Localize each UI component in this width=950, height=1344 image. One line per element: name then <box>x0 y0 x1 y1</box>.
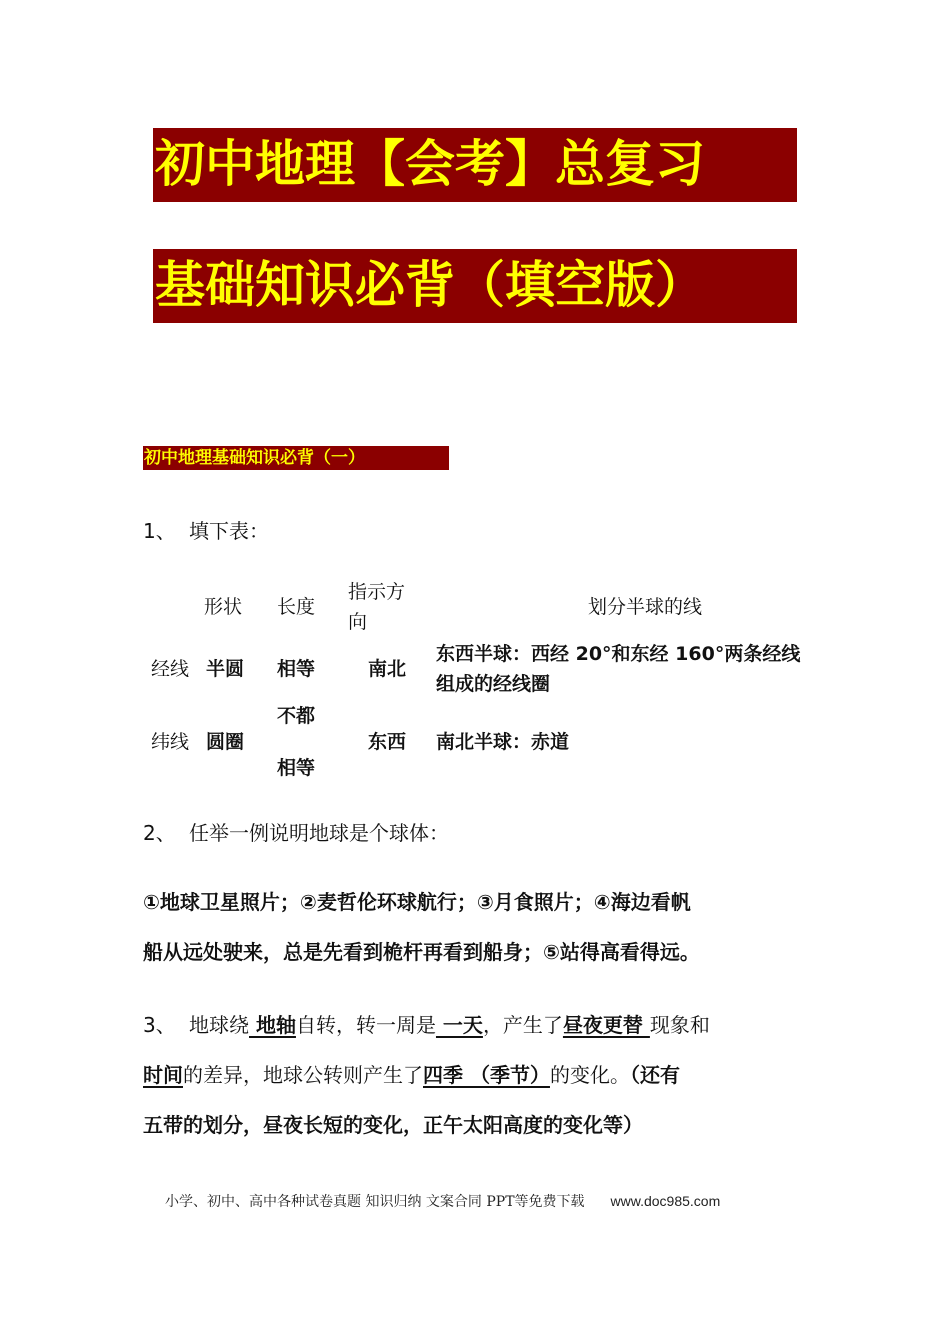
document-title-line2: 基础知识必背（填空版） <box>153 249 797 323</box>
header-length: 长度 <box>277 596 316 618</box>
cell-shape: 圆圈 <box>206 731 245 753</box>
cell-direction: 东西 <box>368 731 407 753</box>
cell-length: 不都 <box>277 705 316 727</box>
answer-blank: 昼夜更替 <box>562 1013 650 1037</box>
question-3-line3: 五带的划分，昼夜长短的变化，正午太阳高度的变化等） <box>143 1113 643 1137</box>
header-shape: 形状 <box>204 596 243 618</box>
text-segment: 自转，转一周是 <box>295 1013 436 1037</box>
question-2 <box>143 817 449 846</box>
cell-shape: 半圆 <box>206 658 245 680</box>
cell-length: 相等 <box>277 658 316 680</box>
cell-length-wrap: 相等 <box>277 757 316 779</box>
cell-divide: 东西半球：西经 20°和东经 160°两条经线 <box>436 643 801 665</box>
cell-direction: 南北 <box>368 658 407 680</box>
answer-blank: 时间 <box>143 1063 183 1087</box>
question-number: 1、 <box>143 519 176 543</box>
answer-2-line1: ①地球卫星照片；②麦哲伦环球航行；③月食照片；④海边看帆 <box>143 890 691 914</box>
question-number: 3、 <box>143 1013 176 1037</box>
question-text: 任举一例说明地球是个球体： <box>189 821 449 845</box>
answer-blank: 一天 <box>435 1013 483 1037</box>
question-text: 填下表： <box>189 519 269 543</box>
text-segment: 地球绕 <box>189 1013 249 1037</box>
question-1 <box>143 515 269 544</box>
footer-text: 小学、初中、高中各种试卷真题 知识归纳 文案合同 PPT等免费下载 <box>165 1194 585 1210</box>
answer-blank: 四季 （季节） <box>423 1063 550 1087</box>
row-name: 纬线 <box>151 731 190 753</box>
document-title-line1: 初中地理【会考】总复习 <box>153 128 797 202</box>
text-segment: 的变化。 <box>549 1063 630 1087</box>
cell-divide: 南北半球：赤道 <box>436 731 570 753</box>
note-segment: （还有 <box>629 1063 680 1087</box>
cell-divide-wrap: 组成的经线圈 <box>436 673 551 695</box>
header-divide: 划分半球的线 <box>588 596 703 618</box>
question-3-line2 <box>143 1060 680 1090</box>
header-direction: 指示方 <box>348 581 406 603</box>
question-3-line1 <box>143 1010 710 1040</box>
row-name: 经线 <box>151 658 190 680</box>
answer-2-line2: 船从远处驶来，总是先看到桅杆再看到船身；⑤站得高看得远。 <box>143 940 700 964</box>
text-segment: 现象和 <box>649 1013 710 1037</box>
section-title: 初中地理基础知识必背（一） <box>143 446 449 470</box>
text-segment: ，产生了 <box>482 1013 563 1037</box>
text-segment: 的差异，地球公转则产生了 <box>183 1063 423 1087</box>
question-number: 2、 <box>143 821 176 845</box>
footer-url: www.doc985.com <box>610 1193 721 1209</box>
answer-blank: 地轴 <box>249 1013 296 1037</box>
header-direction-wrap: 向 <box>348 611 368 633</box>
page-footer <box>165 1191 720 1211</box>
